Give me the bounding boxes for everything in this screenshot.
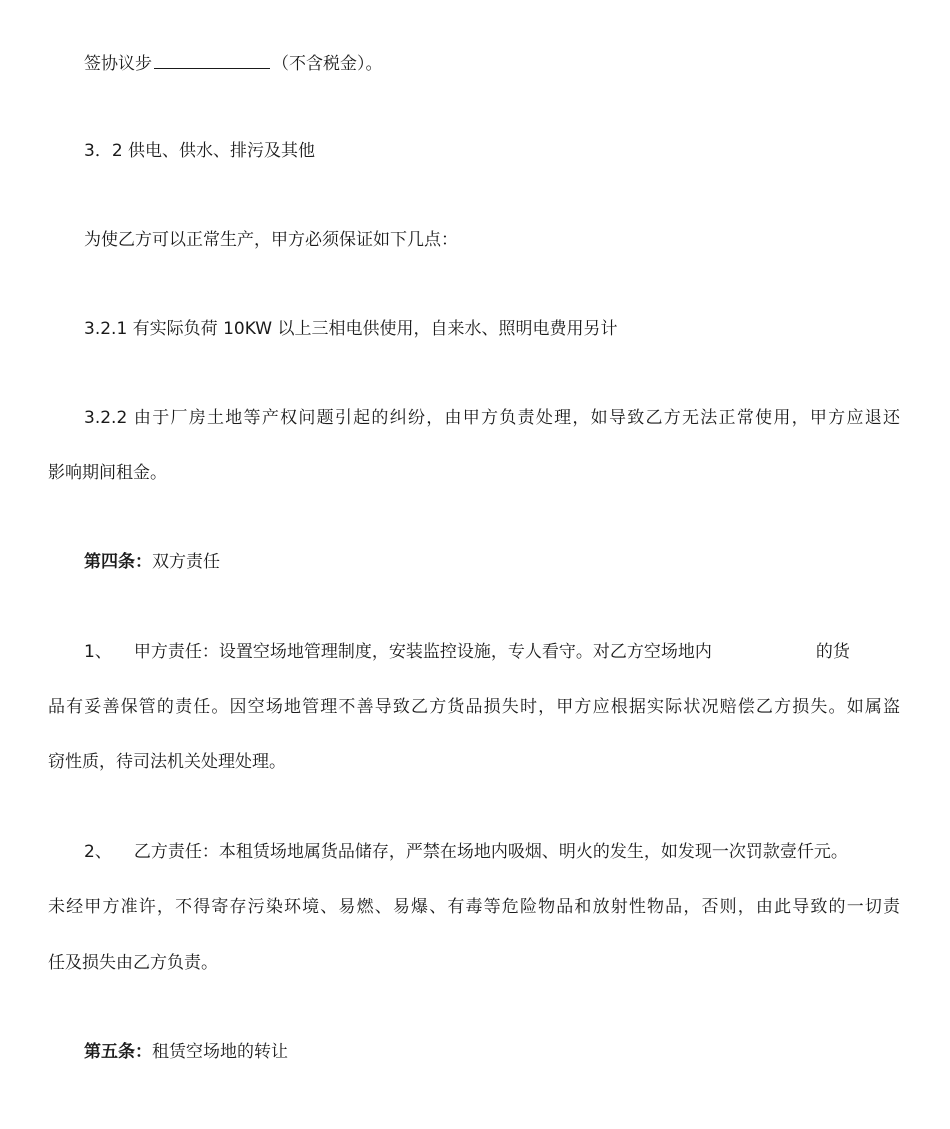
item-number: 1、 <box>84 642 112 662</box>
text-segment: 甲方责任：设置空场地管理制度，安装监控设施，专人看守。对乙方空场地内 <box>133 642 712 662</box>
article-4-heading <box>84 551 900 573</box>
duty-1-line-2: 品有妥善保管的责任。因空场地管理不善导致乙方货品损失时，甲方应根据实际状况赔偿乙方损失。如属盗 <box>48 697 900 717</box>
text-segment: 签协议步 <box>84 54 152 74</box>
article-5-heading <box>84 1041 900 1063</box>
clause-3-2-1: 3.2.1 有实际负荷 10KW 以上三相电供使用，自来水、照明电费用另计 <box>84 319 618 339</box>
article-title: 双方责任 <box>152 552 220 572</box>
text-segment: （不含税金）。 <box>272 54 383 74</box>
duty-2-line-3: 任及损失由乙方负责。 <box>48 953 218 973</box>
duty-2-line-2: 未经甲方准许，不得寄存污染环境、易燃、易爆、有毒等危险物品和放射性物品，否则，由此导致的一切责 <box>48 897 900 917</box>
article-label: 第四条： <box>84 552 152 572</box>
duty-1-line-1 <box>84 641 900 663</box>
article-label: 第五条： <box>84 1042 152 1062</box>
clause-3-2-2-line-1: 3.2.2 由于厂房土地等产权问题引起的纠纷，由甲方负责处理，如导致乙方无法正常使用，甲方应退还 <box>84 408 900 428</box>
duty-1-line-3: 窃性质，待司法机关处理处理。 <box>48 752 286 772</box>
clause-3-2-2-line-2: 影响期间租金。 <box>48 463 167 483</box>
paragraph-intro: 为使乙方可以正常生产，甲方必须保证如下几点： <box>84 230 458 250</box>
text-segment: 的货 <box>815 642 850 662</box>
fill-in-blank <box>154 51 270 69</box>
text-segment: 乙方责任：本租赁场地属货品储存，严禁在场地内吸烟、明火的发生，如发现一次罚款壹仟元。 <box>133 842 848 862</box>
article-title: 租赁空场地的转让 <box>152 1042 288 1062</box>
section-heading-3-2: 3．2 供电、供水、排污及其他 <box>84 141 316 161</box>
duty-2-line-1 <box>84 841 900 863</box>
agreement-price-line <box>84 51 900 75</box>
item-number: 2、 <box>84 842 112 862</box>
